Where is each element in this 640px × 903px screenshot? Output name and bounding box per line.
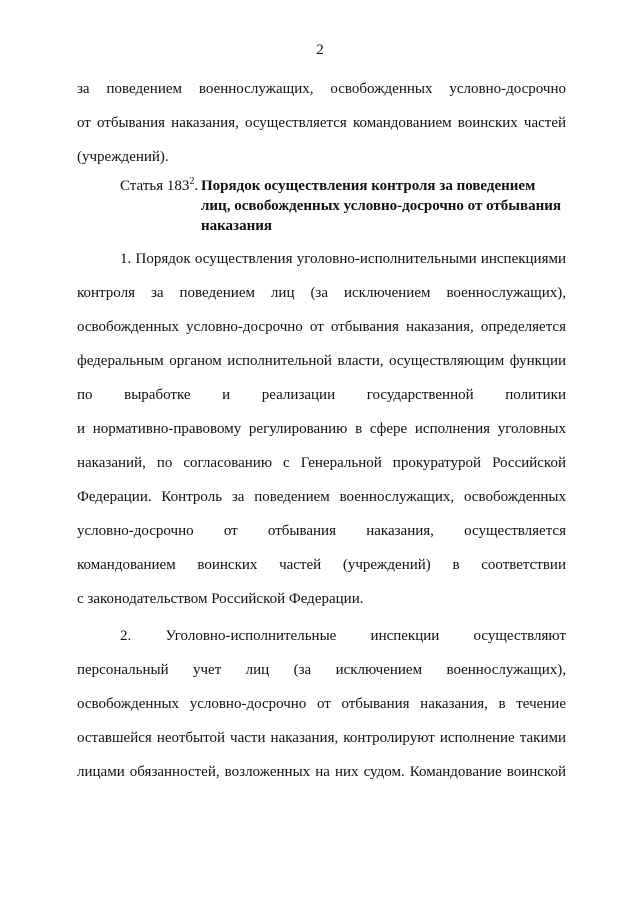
article-label-suffix: . [194,178,199,194]
text-line: от отбывания наказания, осуществляется командованием воинских частей [77,115,566,131]
text-line: условно-досрочно от отбывания наказания, осуществляется [77,523,566,539]
page-number: 2 [316,42,324,58]
text-line: наказаний, по согласованию с Генеральной прокуратурой Российской [77,455,566,471]
text-line: 1. Порядок осуществления уголовно-исполнительными инспекциями [120,251,566,267]
text-line: 2. Уголовно-исполнительные инспекции осуществляют [120,628,566,644]
text-line: освобожденных условно-досрочно от отбывания наказания, в течение [77,696,566,712]
article-title [201,176,571,236]
text-line: контроля за поведением лиц (за исключением военнослужащих), [77,285,566,301]
text-line: Федерации. Контроль за поведением военнослужащих, освобожденных [77,489,566,505]
text-line: оставшейся неотбытой части наказания, контролируют исполнение такими [77,730,566,746]
article-title-line: Порядок осуществления контроля за поведением [201,178,536,194]
article-label-superscript: 2 [189,176,195,187]
text-line: и нормативно-правовому регулированию в сфере исполнения уголовных [77,421,566,437]
paragraph-2 [77,619,566,789]
article-title-line: лиц, освобожденных условно-досрочно от отбывания [201,198,561,214]
intro-text [77,72,566,174]
text-line: персональный учет лиц (за исключением военнослужащих), [77,662,566,678]
text-line: федеральным органом исполнительной власти, осуществляющим функции [77,353,566,369]
text-line: (учреждений). [77,149,169,165]
article-title-line: наказания [201,218,272,234]
paragraph-1 [77,242,566,616]
article-label-prefix: Статья 183 [120,178,190,194]
text-line: за поведением военнослужащих, освобожденных условно-досрочно [77,81,566,97]
text-line: освобожденных условно-досрочно от отбывания наказания, определяется [77,319,566,335]
article-label [120,176,198,196]
text-line: по выработке и реализации государственной политики [77,387,566,403]
text-line: лицами обязанностей, возложенных на них судом. Командование воинской [77,764,566,780]
text-line: командованием воинских частей (учреждений) в соответствии [77,557,566,573]
text-line: с законодательством Российской Федерации. [77,591,364,607]
